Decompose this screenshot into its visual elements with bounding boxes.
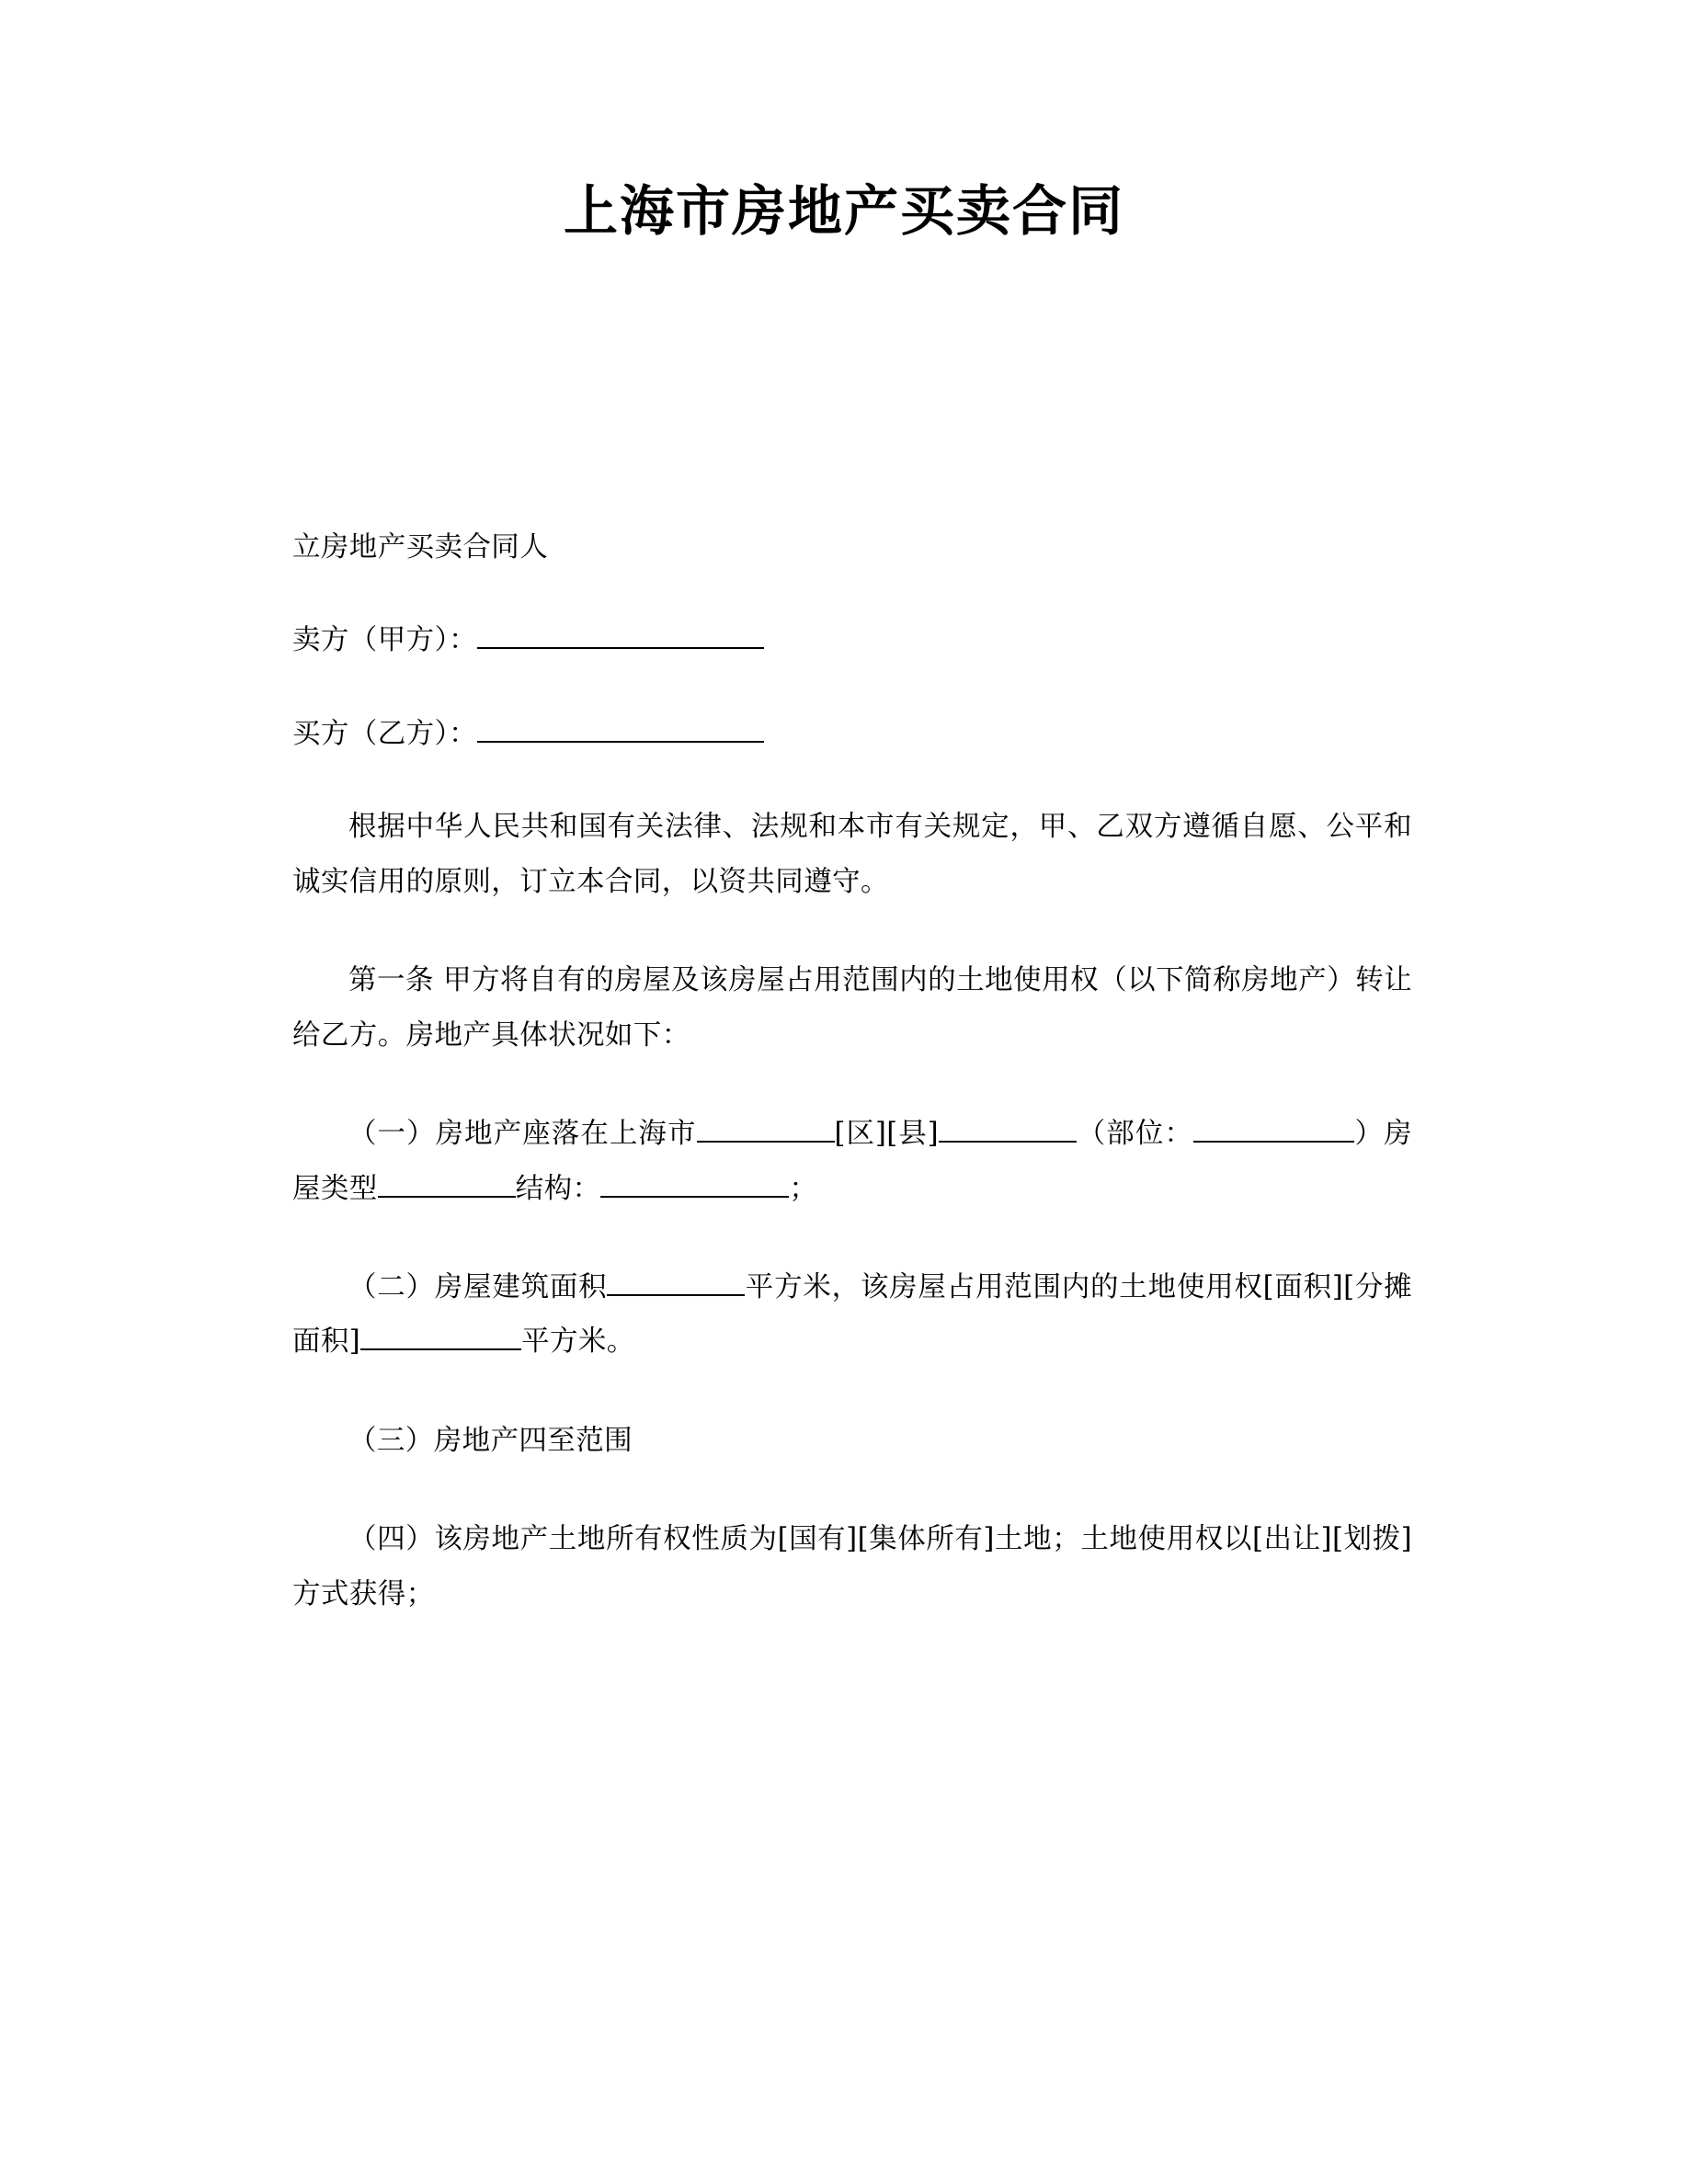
seller-blank-field[interactable] (477, 647, 764, 649)
structure-blank-field[interactable] (600, 1196, 789, 1198)
building-area-blank-field[interactable] (607, 1294, 745, 1296)
location-blank-field[interactable] (697, 1141, 835, 1143)
seller-label: 卖方（甲方）： (292, 624, 478, 657)
item-2-text-suffix: 平方米。 (521, 1325, 635, 1359)
item-1-text-suffix: ； (789, 1172, 818, 1205)
paragraph-item-2 (292, 1260, 1412, 1370)
buyer-blank-field[interactable] (477, 741, 764, 743)
item-2-text-prefix: （二）房屋建筑面积 (348, 1271, 608, 1304)
district-blank-field[interactable] (939, 1141, 1077, 1143)
paragraph-item-1 (292, 1107, 1412, 1216)
paragraph-item-3: （三）房地产四至范围 (348, 1424, 633, 1457)
part-blank-field[interactable] (1193, 1141, 1354, 1143)
paragraph-seller-line (292, 613, 1412, 667)
paragraph-preamble: 根据中华人民共和国有关法律、法规和本市有关规定，甲、乙双方遵循自愿、公平和诚实信用的原则，订立本合同，以资共同遵守。 (292, 811, 1412, 898)
buyer-label: 买方（乙方）： (292, 717, 478, 750)
paragraph-item-4: （四）该房地产土地所有权性质为[国有][集体所有]土地；土地使用权以[出让][划拨]方式获得； (292, 1523, 1412, 1610)
paragraph-article-1: 第一条 甲方将自有的房屋及该房屋占用范围内的土地使用权（以下简称房地产）转让给乙方。房地产具体状况如下： (292, 964, 1412, 1052)
land-area-blank-field[interactable] (360, 1348, 521, 1350)
paragraph-intro-parties: 立房地产买卖合同人 (292, 530, 549, 563)
item-1-text-prefix: （一）房地产座落在上海市 (348, 1118, 697, 1151)
page-title: 上海市房地产买卖合同 (563, 179, 1124, 243)
item-1-text-mid2: （部位： (1077, 1118, 1193, 1151)
item-2-text-mid1: 平方米，该房屋占用范围内的土地使用权[面积][分摊面积] (292, 1271, 1412, 1359)
item-1-text-mid4: 结构： (515, 1172, 601, 1205)
document-body (0, 520, 1688, 1622)
house-type-blank-field[interactable] (378, 1196, 516, 1198)
item-1-text-mid3: ）房屋类型 (292, 1118, 1412, 1205)
item-1-text-mid1: [区][县] (834, 1118, 940, 1151)
paragraph-buyer-line (292, 707, 1412, 761)
